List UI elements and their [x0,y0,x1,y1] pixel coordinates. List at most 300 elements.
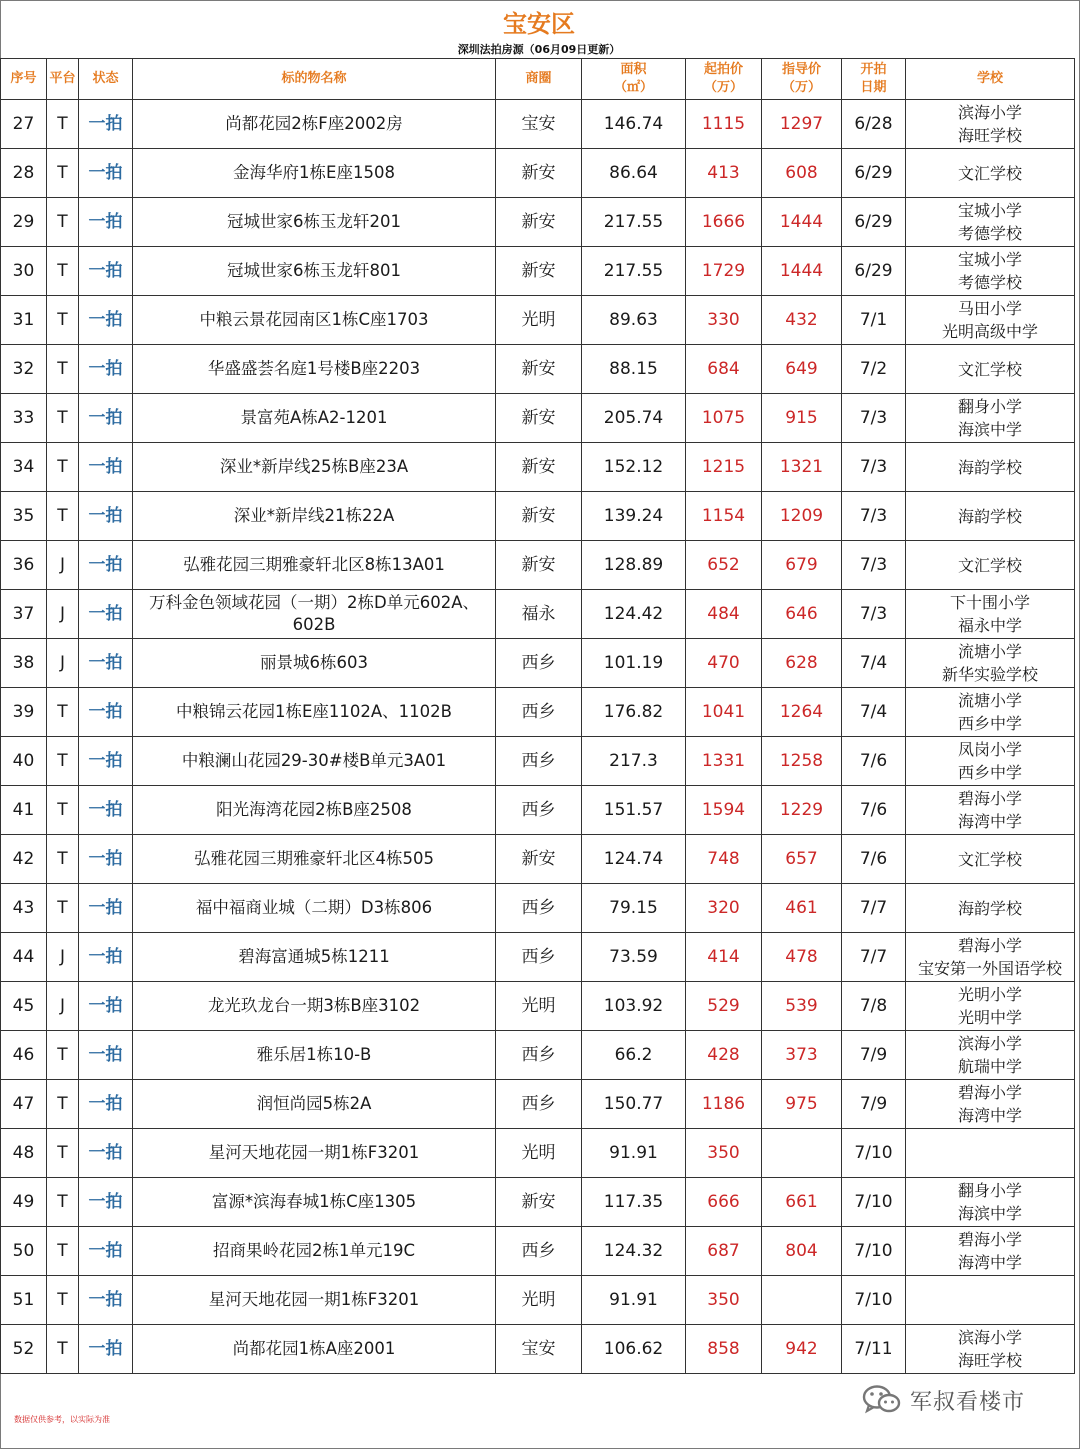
row-school: 碧海小学 宝安第一外国语学校 [906,933,1075,982]
wechat-logo-icon [862,1384,902,1416]
row-status: 一拍 [79,1276,133,1325]
table-row [1,198,1075,247]
row-status: 一拍 [79,100,133,149]
row-area: 124.74 [582,835,686,884]
table-row [1,835,1075,884]
row-guide-price [762,1129,842,1178]
row-school: 翻身小学 海滨中学 [906,394,1075,443]
row-date: 7/2 [842,345,906,394]
row-index: 40 [1,737,47,786]
row-area: 217.55 [582,198,686,247]
row-date: 7/6 [842,786,906,835]
row-status: 一拍 [79,492,133,541]
row-date: 6/29 [842,149,906,198]
row-guide-price: 804 [762,1227,842,1276]
row-area: 88.15 [582,345,686,394]
row-index: 31 [1,296,47,345]
row-district: 新安 [496,247,582,296]
table-row [1,1227,1075,1276]
row-district: 福永 [496,590,582,639]
row-school: 文汇学校 [906,541,1075,590]
row-index: 38 [1,639,47,688]
row-index: 43 [1,884,47,933]
watermark-text: 军叔看楼市 [910,1389,1026,1415]
row-name: 尚都花园2栋F座2002房 [133,100,496,149]
row-guide-price: 373 [762,1031,842,1080]
row-date: 7/6 [842,737,906,786]
row-district: 新安 [496,443,582,492]
row-status: 一拍 [79,639,133,688]
row-date: 6/28 [842,100,906,149]
table-row [1,688,1075,737]
row-platform: T [47,492,79,541]
row-date: 7/9 [842,1080,906,1129]
row-name: 龙光玖龙台一期3栋B座3102 [133,982,496,1031]
row-platform: J [47,541,79,590]
row-start-price: 428 [686,1031,762,1080]
row-platform: T [47,1325,79,1374]
row-status: 一拍 [79,590,133,639]
row-start-price: 652 [686,541,762,590]
row-start-price: 529 [686,982,762,1031]
row-school: 马田小学 光明高级中学 [906,296,1075,345]
table-row [1,590,1075,639]
row-date: 7/7 [842,884,906,933]
row-school: 文汇学校 [906,345,1075,394]
row-district: 西乡 [496,688,582,737]
row-district: 新安 [496,492,582,541]
row-area: 101.19 [582,639,686,688]
row-school: 滨海小学 海旺学校 [906,100,1075,149]
row-platform: T [47,247,79,296]
row-status: 一拍 [79,149,133,198]
row-district: 宝安 [496,100,582,149]
table-row [1,884,1075,933]
row-date: 7/10 [842,1276,906,1325]
row-date: 7/4 [842,688,906,737]
table-row [1,933,1075,982]
row-platform: T [47,1276,79,1325]
row-name: 弘雅花园三期雅豪轩北区8栋13A01 [133,541,496,590]
row-district: 光明 [496,296,582,345]
row-district: 新安 [496,198,582,247]
col-header-name: 标的物名称 [133,59,496,100]
row-status: 一拍 [79,394,133,443]
row-area: 176.82 [582,688,686,737]
table-row [1,247,1075,296]
row-status: 一拍 [79,1227,133,1276]
row-guide-price: 608 [762,149,842,198]
row-platform: T [47,296,79,345]
row-name: 景富苑A栋A2-1201 [133,394,496,443]
row-status: 一拍 [79,296,133,345]
row-school: 宝城小学 考德学校 [906,198,1075,247]
row-guide-price: 1321 [762,443,842,492]
row-guide-price: 915 [762,394,842,443]
row-index: 42 [1,835,47,884]
table-row [1,639,1075,688]
row-school: 凤岗小学 西乡中学 [906,737,1075,786]
row-start-price: 470 [686,639,762,688]
row-start-price: 1075 [686,394,762,443]
row-name: 尚都花园1栋A座2001 [133,1325,496,1374]
table-row [1,1080,1075,1129]
row-start-price: 858 [686,1325,762,1374]
row-date: 7/4 [842,639,906,688]
row-index: 35 [1,492,47,541]
row-district: 新安 [496,541,582,590]
row-area: 151.57 [582,786,686,835]
row-guide-price: 1297 [762,100,842,149]
row-index: 51 [1,1276,47,1325]
row-name: 冠城世家6栋玉龙轩201 [133,198,496,247]
table-header-row [1,59,1075,100]
page-title: 宝安区 [503,10,575,38]
row-school [906,1129,1075,1178]
row-guide-price: 1444 [762,247,842,296]
row-status: 一拍 [79,786,133,835]
col-header-date: 开拍 日期 [842,59,906,100]
row-date: 7/11 [842,1325,906,1374]
row-guide-price: 1264 [762,688,842,737]
row-area: 217.55 [582,247,686,296]
row-start-price: 748 [686,835,762,884]
row-index: 28 [1,149,47,198]
row-district: 光明 [496,1129,582,1178]
row-platform: T [47,786,79,835]
table-row [1,394,1075,443]
row-index: 47 [1,1080,47,1129]
row-guide-price: 1444 [762,198,842,247]
row-platform: J [47,982,79,1031]
table-row [1,737,1075,786]
row-date: 7/6 [842,835,906,884]
row-name: 弘雅花园三期雅豪轩北区4栋505 [133,835,496,884]
row-index: 36 [1,541,47,590]
row-index: 46 [1,1031,47,1080]
row-start-price: 414 [686,933,762,982]
row-area: 117.35 [582,1178,686,1227]
row-name: 中粮澜山花园29-30#楼B单元3A01 [133,737,496,786]
row-date: 7/8 [842,982,906,1031]
row-district: 新安 [496,345,582,394]
row-name: 星河天地花园一期1栋F3201 [133,1129,496,1178]
row-area: 106.62 [582,1325,686,1374]
row-status: 一拍 [79,345,133,394]
row-school: 文汇学校 [906,835,1075,884]
row-school: 光明小学 光明中学 [906,982,1075,1031]
row-district: 西乡 [496,786,582,835]
row-date: 6/29 [842,198,906,247]
row-platform: J [47,933,79,982]
row-area: 124.32 [582,1227,686,1276]
row-start-price: 1331 [686,737,762,786]
row-school: 碧海小学 海湾中学 [906,1227,1075,1276]
row-area: 128.89 [582,541,686,590]
row-status: 一拍 [79,688,133,737]
row-date: 7/10 [842,1178,906,1227]
row-guide-price: 661 [762,1178,842,1227]
row-guide-price: 478 [762,933,842,982]
row-start-price: 330 [686,296,762,345]
row-start-price: 1115 [686,100,762,149]
row-name: 中粮锦云花园1栋E座1102A、1102B [133,688,496,737]
row-date: 7/3 [842,492,906,541]
listing-table [0,58,1075,1374]
row-start-price: 684 [686,345,762,394]
row-date: 6/29 [842,247,906,296]
table-row [1,345,1075,394]
row-start-price: 687 [686,1227,762,1276]
row-guide-price: 679 [762,541,842,590]
row-status: 一拍 [79,1129,133,1178]
row-start-price: 350 [686,1129,762,1178]
table-row [1,1276,1075,1325]
row-platform: T [47,688,79,737]
row-district: 西乡 [496,884,582,933]
row-start-price: 1215 [686,443,762,492]
row-area: 124.42 [582,590,686,639]
row-status: 一拍 [79,1178,133,1227]
row-start-price: 1729 [686,247,762,296]
row-school: 海韵学校 [906,443,1075,492]
row-school: 流塘小学 西乡中学 [906,688,1075,737]
row-guide-price: 539 [762,982,842,1031]
row-area: 66.2 [582,1031,686,1080]
row-area: 89.63 [582,296,686,345]
disclaimer-note: 数据仅供参考，以实际为准 [14,1415,110,1424]
row-school: 流塘小学 新华实验学校 [906,639,1075,688]
row-status: 一拍 [79,1031,133,1080]
row-date: 7/7 [842,933,906,982]
row-date: 7/10 [842,1227,906,1276]
row-area: 73.59 [582,933,686,982]
row-platform: J [47,590,79,639]
row-name: 招商果岭花园2栋1单元19C [133,1227,496,1276]
row-index: 48 [1,1129,47,1178]
row-index: 29 [1,198,47,247]
row-name: 富源*滨海春城1栋C座1305 [133,1178,496,1227]
row-platform: T [47,1080,79,1129]
row-area: 103.92 [582,982,686,1031]
row-date: 7/1 [842,296,906,345]
row-guide-price: 657 [762,835,842,884]
row-start-price: 1154 [686,492,762,541]
row-guide-price: 649 [762,345,842,394]
row-start-price: 1041 [686,688,762,737]
row-area: 205.74 [582,394,686,443]
row-platform: T [47,1178,79,1227]
row-index: 37 [1,590,47,639]
row-name: 冠城世家6栋玉龙轩801 [133,247,496,296]
row-status: 一拍 [79,247,133,296]
row-date: 7/9 [842,1031,906,1080]
row-platform: T [47,1031,79,1080]
page-subtitle: 深圳法拍房源（06月09日更新） [457,43,621,56]
row-guide-price: 1209 [762,492,842,541]
row-index: 39 [1,688,47,737]
row-name: 碧海富通城5栋1211 [133,933,496,982]
row-platform: T [47,345,79,394]
row-school [906,1276,1075,1325]
row-area: 146.74 [582,100,686,149]
row-school: 翻身小学 海滨中学 [906,1178,1075,1227]
col-header-platform: 平台 [47,59,79,100]
table-row [1,786,1075,835]
row-date: 7/3 [842,590,906,639]
table-row [1,1325,1075,1374]
col-header-start-price: 起拍价 （万） [686,59,762,100]
table-row [1,149,1075,198]
row-platform: T [47,443,79,492]
col-header-guide-price: 指导价 （万） [762,59,842,100]
row-area: 217.3 [582,737,686,786]
row-platform: T [47,1129,79,1178]
row-guide-price [762,1276,842,1325]
row-district: 西乡 [496,1031,582,1080]
table-row [1,982,1075,1031]
row-name: 阳光海湾花园2栋B座2508 [133,786,496,835]
row-date: 7/3 [842,394,906,443]
row-district: 西乡 [496,737,582,786]
row-index: 33 [1,394,47,443]
row-platform: T [47,198,79,247]
row-area: 86.64 [582,149,686,198]
row-date: 7/3 [842,541,906,590]
table-row [1,492,1075,541]
row-platform: T [47,100,79,149]
row-status: 一拍 [79,884,133,933]
row-guide-price: 646 [762,590,842,639]
row-start-price: 1666 [686,198,762,247]
row-district: 光明 [496,982,582,1031]
row-guide-price: 461 [762,884,842,933]
row-district: 宝安 [496,1325,582,1374]
row-index: 49 [1,1178,47,1227]
row-index: 45 [1,982,47,1031]
table-row [1,100,1075,149]
row-district: 新安 [496,1178,582,1227]
row-date: 7/3 [842,443,906,492]
row-start-price: 350 [686,1276,762,1325]
row-name: 深业*新岸线21栋22A [133,492,496,541]
row-status: 一拍 [79,835,133,884]
table-row [1,541,1075,590]
row-date: 7/10 [842,1129,906,1178]
row-start-price: 484 [686,590,762,639]
row-district: 西乡 [496,1080,582,1129]
table-row [1,1129,1075,1178]
row-status: 一拍 [79,198,133,247]
row-school: 海韵学校 [906,884,1075,933]
row-name: 星河天地花园一期1栋F3201 [133,1276,496,1325]
row-district: 新安 [496,835,582,884]
row-district: 西乡 [496,639,582,688]
row-area: 79.15 [582,884,686,933]
row-status: 一拍 [79,933,133,982]
table-row [1,443,1075,492]
row-name: 福中福商业城（二期）D3栋806 [133,884,496,933]
row-district: 新安 [496,394,582,443]
col-header-school: 学校 [906,59,1075,100]
row-name: 中粮云景花园南区1栋C座1703 [133,296,496,345]
row-platform: T [47,884,79,933]
row-guide-price: 975 [762,1080,842,1129]
row-school: 下十围小学 福永中学 [906,590,1075,639]
table-row [1,296,1075,345]
table-row [1,1178,1075,1227]
row-name: 华盛盛荟名庭1号楼B座2203 [133,345,496,394]
row-status: 一拍 [79,541,133,590]
col-header-index: 序号 [1,59,47,100]
row-platform: T [47,149,79,198]
row-school: 滨海小学 海旺学校 [906,1325,1075,1374]
row-name: 万科金色领域花园（一期）2栋D单元602A、602B [133,590,496,639]
row-platform: J [47,639,79,688]
row-area: 152.12 [582,443,686,492]
row-index: 34 [1,443,47,492]
row-status: 一拍 [79,1325,133,1374]
row-index: 32 [1,345,47,394]
row-area: 150.77 [582,1080,686,1129]
row-index: 44 [1,933,47,982]
row-index: 30 [1,247,47,296]
row-school: 文汇学校 [906,149,1075,198]
row-school: 海韵学校 [906,492,1075,541]
col-header-district: 商圈 [496,59,582,100]
row-name: 深业*新岸线25栋B座23A [133,443,496,492]
row-guide-price: 628 [762,639,842,688]
row-index: 50 [1,1227,47,1276]
row-school: 滨海小学 航瑞中学 [906,1031,1075,1080]
row-start-price: 1594 [686,786,762,835]
row-name: 雅乐居1栋10-B [133,1031,496,1080]
row-area: 91.91 [582,1129,686,1178]
row-district: 新安 [496,149,582,198]
row-name: 丽景城6栋603 [133,639,496,688]
row-platform: T [47,835,79,884]
row-name: 金海华府1栋E座1508 [133,149,496,198]
row-area: 91.91 [582,1276,686,1325]
row-name: 润恒尚园5栋2A [133,1080,496,1129]
row-index: 27 [1,100,47,149]
row-guide-price: 1258 [762,737,842,786]
row-platform: T [47,394,79,443]
row-start-price: 1186 [686,1080,762,1129]
watermark [862,1384,1025,1416]
row-platform: T [47,1227,79,1276]
table-row [1,1031,1075,1080]
col-header-status: 状态 [79,59,133,100]
row-district: 光明 [496,1276,582,1325]
row-index: 41 [1,786,47,835]
row-status: 一拍 [79,982,133,1031]
row-start-price: 666 [686,1178,762,1227]
row-school: 碧海小学 海湾中学 [906,1080,1075,1129]
row-guide-price: 1229 [762,786,842,835]
row-start-price: 413 [686,149,762,198]
col-header-area: 面积 （㎡） [582,59,686,100]
row-platform: T [47,737,79,786]
row-status: 一拍 [79,443,133,492]
row-area: 139.24 [582,492,686,541]
row-index: 52 [1,1325,47,1374]
row-school: 碧海小学 海湾中学 [906,786,1075,835]
row-school: 宝城小学 考德学校 [906,247,1075,296]
row-guide-price: 432 [762,296,842,345]
row-guide-price: 942 [762,1325,842,1374]
row-district: 西乡 [496,1227,582,1276]
